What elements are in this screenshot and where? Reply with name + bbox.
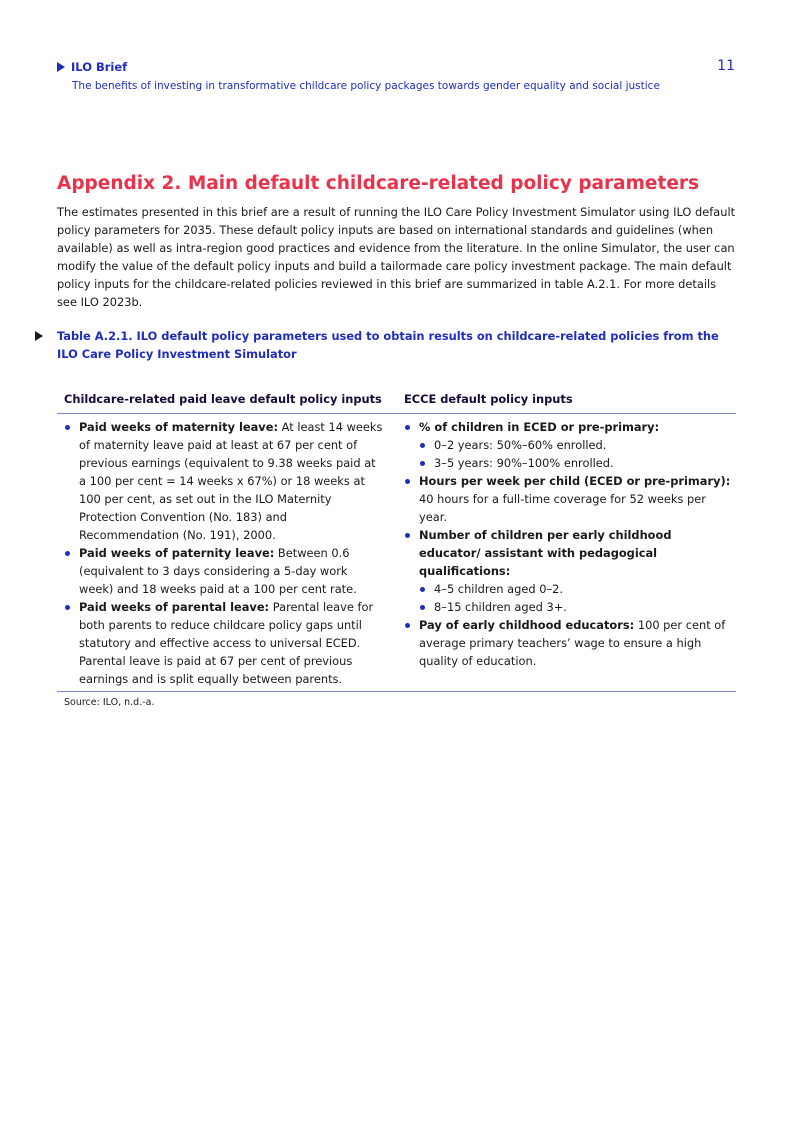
brand-label: ILO Brief [71,60,128,74]
appendix-title: Appendix 2. Main default childcare-related policy parameters [57,173,699,194]
table-source: Source: ILO, n.d.-a. [64,697,155,708]
paid-leave-cell [57,418,397,688]
list-item: Number of children per early childhood educator/ assistant with pedagogical qualifications: [404,526,736,580]
list-item: % of children in ECED or pre-primary: [404,418,736,436]
list-item: Hours per week per child (ECED or pre-primary): 40 hours for a full-time coverage for 52 weeks per year. [404,472,736,526]
table-caption [35,327,735,363]
table-header-row [57,388,736,414]
table-header-ecce: ECCE default policy inputs [404,392,573,406]
sub-list-item: 3–5 years: 90%–100% enrolled. [419,454,736,472]
sub-list-item: 0–2 years: 50%–60% enrolled. [419,436,736,454]
table-caption-text: Table A.2.1. ILO default policy parameters used to obtain results on childcare-related policies from the ILO Care Policy Investment Simulator [57,329,719,361]
list-item: Paid weeks of maternity leave: At least 14 weeks of maternity leave paid at least at 67 per cent of previous earnings (equivalent to 9.38 weeks paid at a 100 per cent = 14 weeks x 67%) or 18 weeks at 100 per cent, as set out in the ILO Maternity Protection Convention (No. 183) and Recommendation (No. 191), 2000. [64,418,383,544]
sub-list-item: 4–5 children aged 0–2. [419,580,736,598]
table-body-row [57,414,736,692]
sub-list-item: 8–15 children aged 3+. [419,598,736,616]
page-number: 11 [717,58,735,74]
ecce-cell [397,418,736,688]
header-subtitle: The benefits of investing in transformative childcare policy packages towards gender equality and social justice [72,80,660,92]
policy-table [57,388,736,692]
triangle-right-icon [57,62,65,72]
intro-paragraph: The estimates presented in this brief are a result of running the ILO Care Policy Investment Simulator using ILO default policy parameters for 2035. These default policy inputs are based on international standards and guidelines (when available) as well as intra-region good practices and evidence from the literature. In the online Simulator, the user can modify the value of the default policy inputs and build a tailormade care policy investment package. The main default policy inputs for the childcare-related policies reviewed in this brief are summarized in table A.2.1. For more details see ILO 2023b. [57,205,736,309]
list-item: Paid weeks of parental leave: Parental leave for both parents to reduce childcare policy gaps until statutory and effective access to universal ECED. Parental leave is paid at 67 per cent of previous earnings and is split equally between parents. [64,598,383,688]
list-item: Pay of early childhood educators: 100 per cent of average primary teachers’ wage to ensure a high quality of education. [404,616,736,670]
triangle-right-icon [35,331,43,341]
header-brand [57,60,127,74]
table-header-paid-leave: Childcare-related paid leave default policy inputs [64,392,382,406]
list-item: Paid weeks of paternity leave: Between 0.6 (equivalent to 3 days considering a 5-day work week) and 18 weeks paid at a 100 per cent rate. [64,544,383,598]
